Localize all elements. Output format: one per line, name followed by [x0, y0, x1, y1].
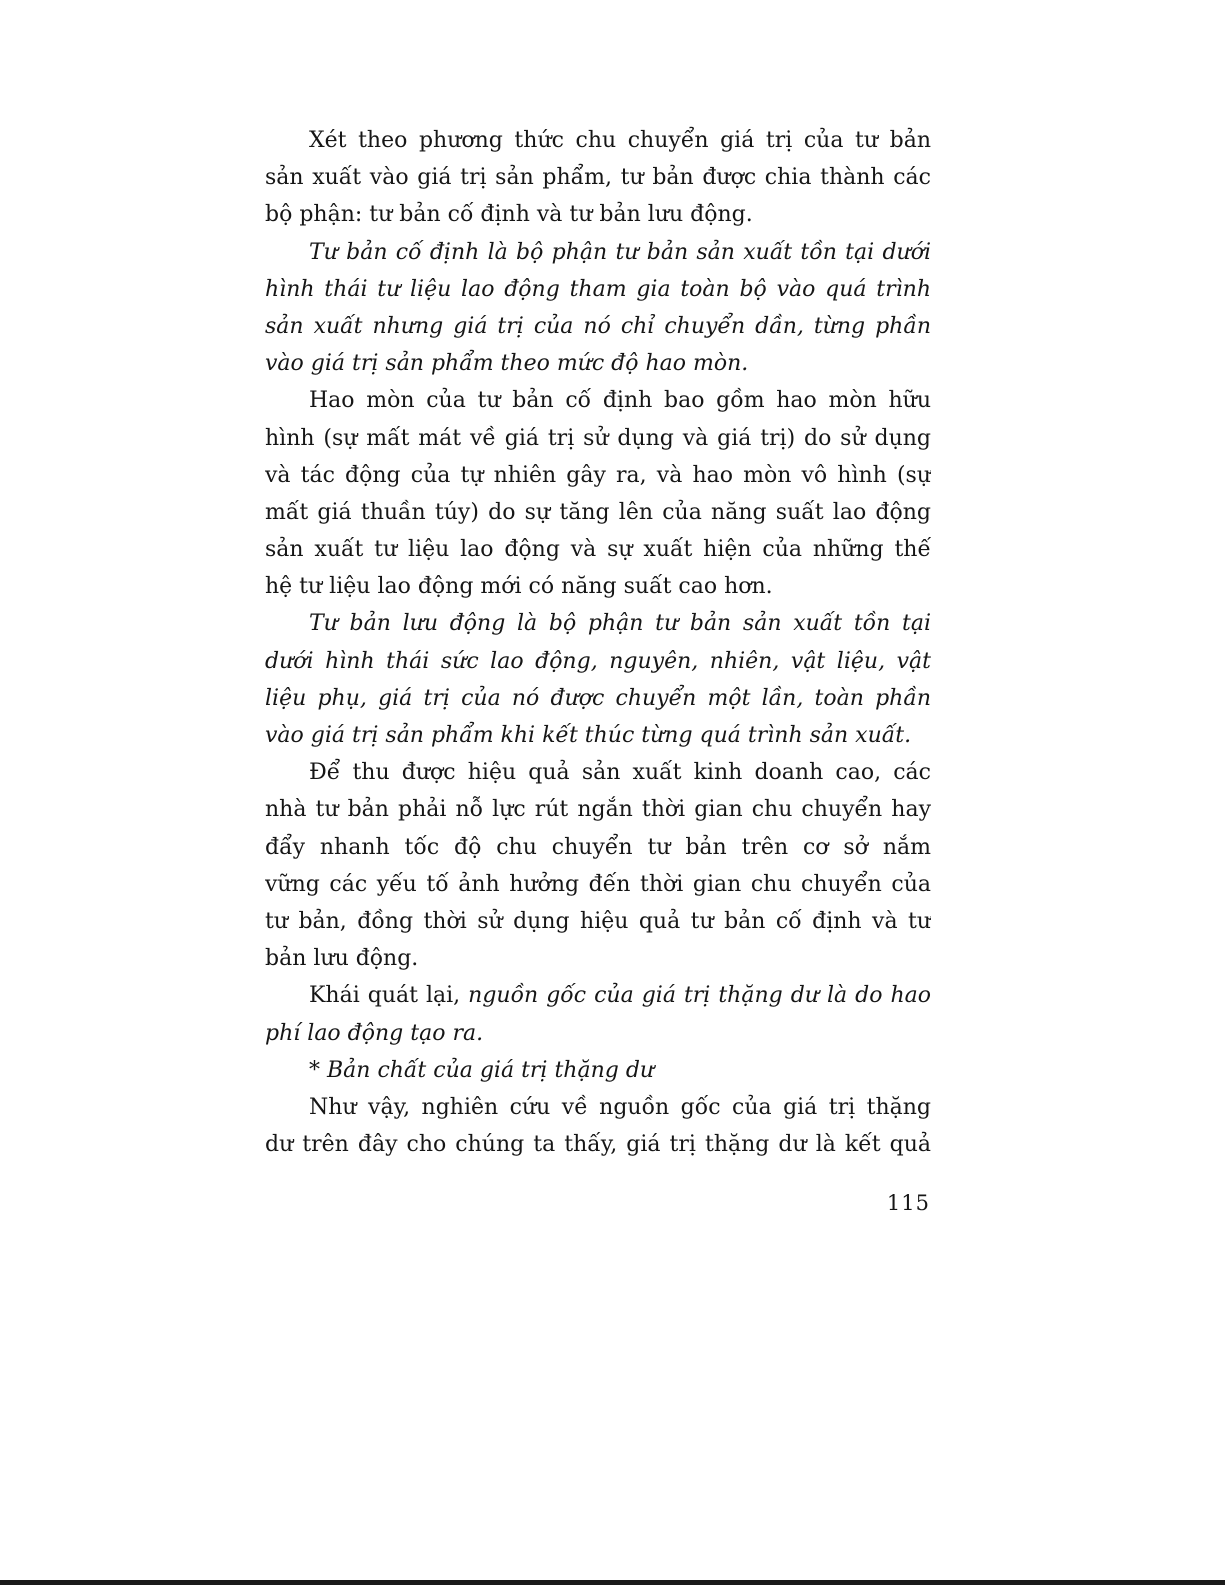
text-line: Như vậy, nghiên cứu về nguồn gốc của giá trị thặng — [309, 1094, 931, 1120]
paragraph-depreciation — [265, 382, 931, 605]
text-line: vững các yếu tố ảnh hưởng đến thời gian chu chuyển của — [265, 871, 931, 897]
paragraph-summary — [265, 977, 931, 1051]
text-line: Hao mòn của tư bản cố định bao gồm hao mòn hữu — [309, 388, 931, 414]
text-line: mất giá thuần túy) do sự tăng lên của năng suất lao động — [265, 499, 931, 525]
text-line: và tác động của tự nhiên gây ra, và hao mòn vô hình (sự — [265, 462, 931, 488]
text-line: Xét theo phương thức chu chuyển giá trị của tư bản — [309, 128, 931, 153]
text-line: dư trên đây cho chúng ta thấy, giá trị thặng dư là kết quả — [265, 1132, 931, 1158]
text-line: dưới hình thái sức lao động, nguyên, nhiên, vật liệu, vật — [265, 648, 931, 674]
text-line: bản lưu động. — [265, 946, 419, 972]
section-subheading — [265, 1052, 931, 1089]
text-line: phí lao động tạo ra. — [265, 1020, 484, 1046]
body-text — [265, 122, 931, 1163]
text-line — [265, 977, 931, 1014]
text-line: sản xuất vào giá trị sản phẩm, tư bản được chia thành các — [265, 165, 931, 191]
text-line: Tư bản cố định là bộ phận tư bản sản xuất tồn tại dưới — [309, 239, 931, 265]
text-line: hệ tư liệu lao động mới có năng suất cao hơn. — [265, 574, 773, 600]
paragraph-circulating-capital-definition — [265, 605, 931, 754]
text-line: hình thái tư liệu lao động tham gia toàn bộ vào quá trình — [265, 276, 931, 302]
text-line: vào giá trị sản phẩm theo mức độ hao mòn. — [265, 351, 749, 377]
text-line: Tư bản lưu động là bộ phận tư bản sản xuất tồn tại — [309, 611, 931, 637]
text-line: vào giá trị sản phẩm khi kết thúc từng quá trình sản xuất. — [265, 723, 912, 748]
text-line: sản xuất nhưng giá trị của nó chỉ chuyển dần, từng phần — [265, 313, 931, 339]
paragraph-capital-circulation — [265, 122, 931, 234]
page-number: 115 — [886, 1191, 930, 1215]
paragraph-business-efficiency — [265, 754, 931, 977]
text-line: bộ phận: tư bản cố định và tư bản lưu động. — [265, 202, 753, 228]
text-line: đẩy nhanh tốc độ chu chuyển tư bản trên cơ sở nắm — [265, 834, 931, 860]
paragraph-surplus-value-conclusion — [265, 1089, 931, 1163]
text-line: sản xuất tư liệu lao động và sự xuất hiện của những thế — [265, 537, 931, 563]
summary-emphasis: nguồn gốc của giá trị thặng dư là do hao — [468, 983, 931, 1009]
text-line: hình (sự mất mát về giá trị sử dụng và giá trị) do sử dụng — [265, 425, 931, 451]
text-line: liệu phụ, giá trị của nó được chuyển một lần, toàn phần — [265, 685, 931, 711]
text-line: tư bản, đồng thời sử dụng hiệu quả tư bản cố định và tư — [265, 908, 931, 934]
text-line: nhà tư bản phải nỗ lực rút ngắn thời gian chu chuyển hay — [265, 797, 931, 823]
text-line: Để thu được hiệu quả sản xuất kinh doanh cao, các — [309, 760, 931, 786]
paragraph-fixed-capital-definition — [265, 234, 931, 383]
subheading-surplus-value-nature: * Bản chất của giá trị thặng dư — [309, 1057, 655, 1083]
summary-prefix: Khái quát lại, — [309, 983, 469, 1009]
scan-bottom-edge — [0, 1580, 1225, 1585]
